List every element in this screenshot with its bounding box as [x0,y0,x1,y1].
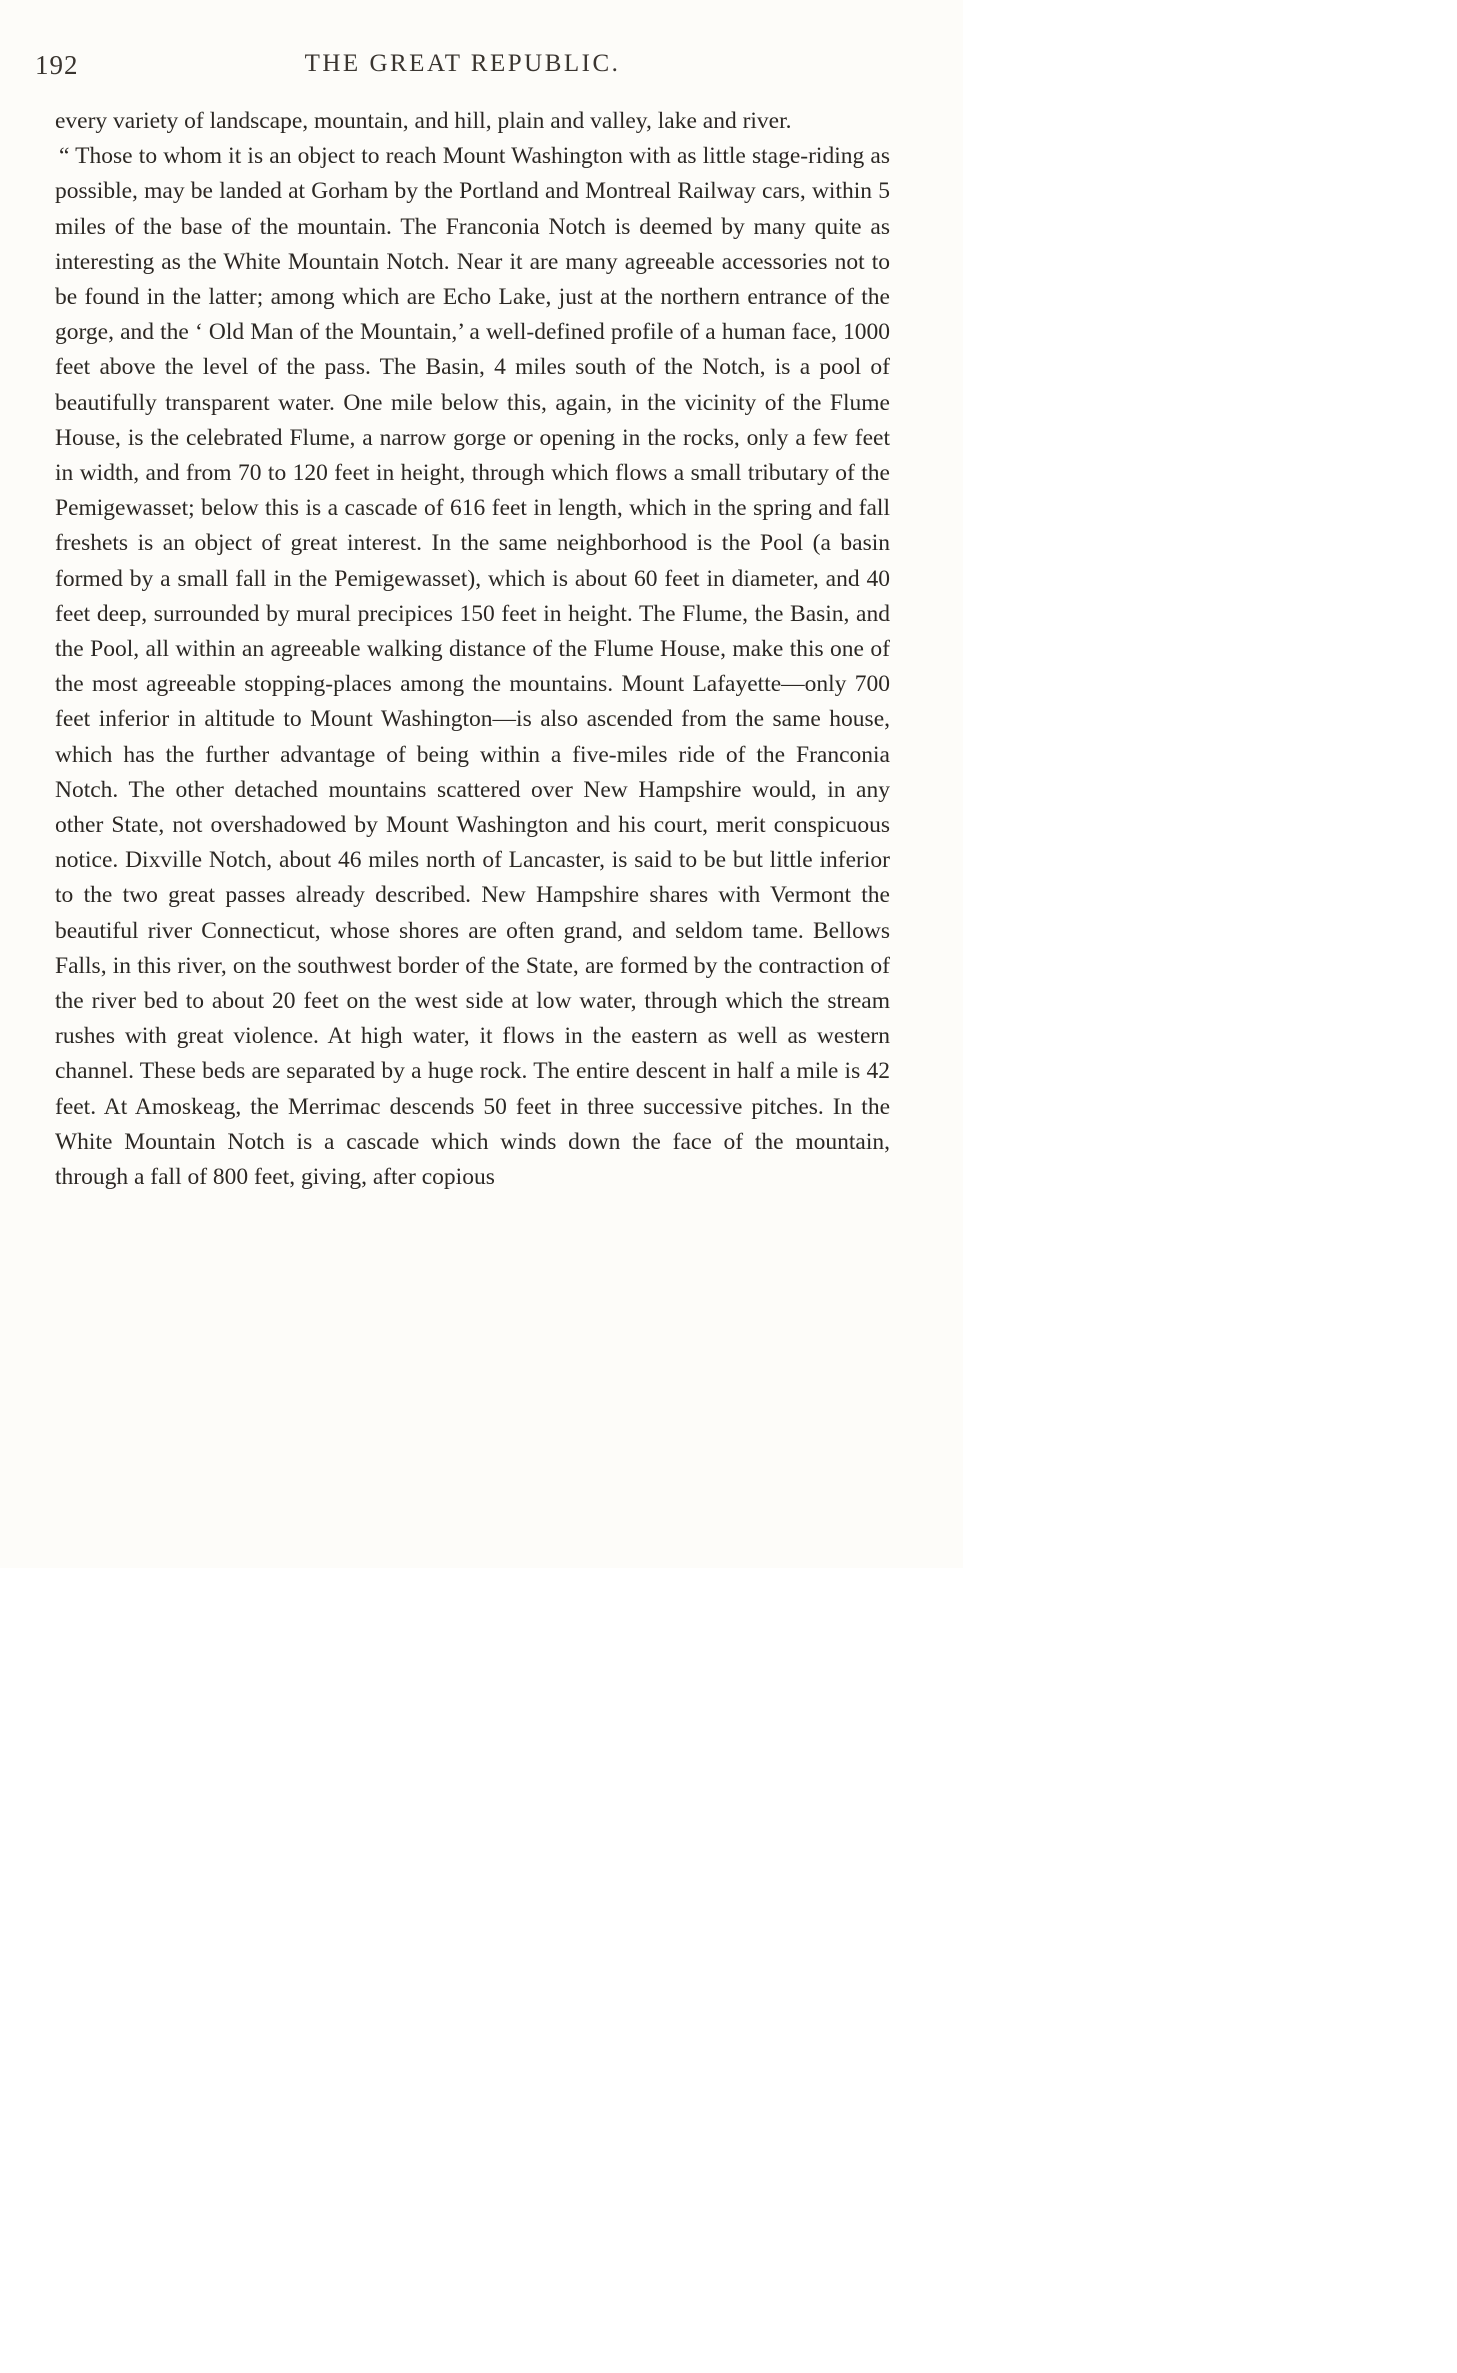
paragraph: every variety of landscape, mountain, and hill, plain and valley, lake and river. [55,108,792,134]
paragraph: “ Those to whom it is an object to reach Mount Washington with as little stage-riding as possible, may be landed at Gorham by the Portland and Montreal Railway cars, within 5 miles of the base of the mountain. The Franconia Notch is deemed by many quite as interesting as the White Mountain Notch. Near it are many agreeable accessories not to be found in the latter; among which are Echo Lake, just at the northern entrance of the gorge, and the ‘ Old Man of the Mountain,’ a well-defined profile of a human face, 1000 feet above the level of the pass. The Basin, 4 miles south of the Notch, is a pool of beautifully transparent water. One mile below this, again, in the vicinity of the Flume House, is the celebrated Flume, a narrow gorge or opening in the rocks, only a few feet in width, and from 70 to 120 feet in height, through which flows a small tributary of the Pemigewasset; below this is a cascade of 616 feet in length, which in the spring and fall freshets is an object of great interest. In the same neighborhood is the Pool (a basin formed by a small fall in the Pemigewasset), which is about 60 feet in diameter, and 40 feet deep, surrounded by mural precipices 150 feet in height. The Flume, the Basin, and the Pool, all within an agreeable walking distance of the Flume House, make this one of the most agreeable stopping-places among the mountains. Mount Lafayette—only 700 feet inferior in altitude to Mount Washington—is also ascended from the same house, which has the further advantage of being within a five-miles ride of the Franconia Notch. The other detached mountains scattered over New Hampshire would, in any other State, not overshadowed by Mount Washington and his court, merit conspicuous notice. Dixville Notch, about 46 miles north of Lancaster, is said to be but little inferior to the two great passes already described. New Hampshire shares with Vermont the beautiful river Connecticut, whose shores are often grand, and seldom tame. Bellows Falls, in this river, on the southwest border of the State, are formed by the contraction of the river bed to about 20 feet on the west side at low water, through which the stream rushes with great violence. At high water, it flows in the eastern as well as western channel. These beds are separated by a huge rock. The entire descent in half a mile is 42 feet. At Amoskeag, the Merrimac descends 50 feet in three successive pitches. In the White Mountain Notch is a cascade which winds down the face of the mountain, through a fall of 800 feet, giving, after copious [55,143,890,1191]
book-page [0,0,963,1568]
page-number: 192 [35,50,79,80]
page-header [35,50,890,86]
body-text [55,104,890,1195]
running-head: THE GREAT REPUBLIC. [304,50,621,77]
